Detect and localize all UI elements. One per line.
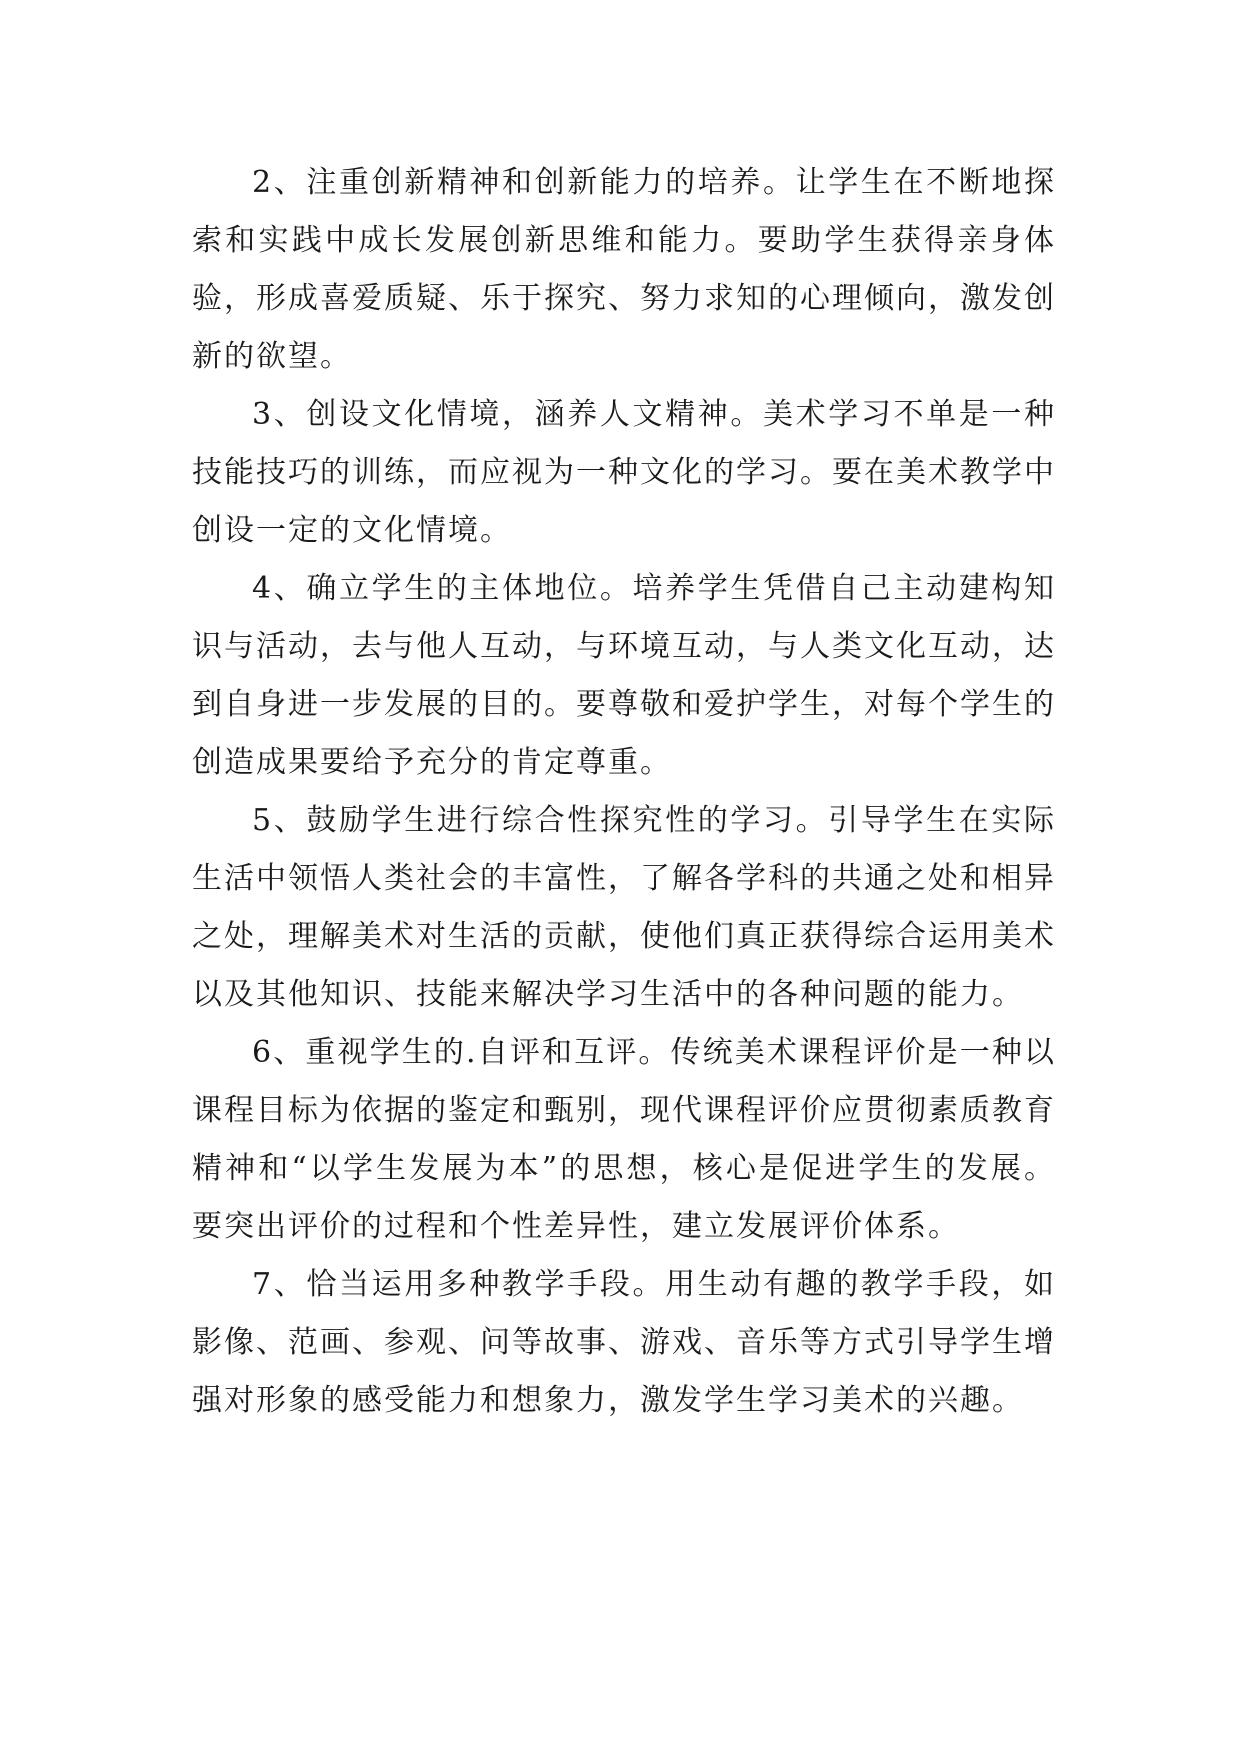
paragraph-item-6: 6、重视学生的.自评和互评。传统美术课程评价是一种以课程目标为依据的鉴定和甄别，现代课程评价应贯彻素质教育精神和“以学生发展为本”的思想，核心是促进学生的发展。要突出评价的过程和个性差异性，建立发展评价体系。 — [192, 1035, 1056, 1244]
paragraph-item-3: 3、创设文化情境，涵养人文精神。美术学习不单是一种技能技巧的训练，而应视为一种文化的学习。要在美术教学中创设一定的文化情境。 — [192, 397, 1056, 548]
paragraph-item-4: 4、确立学生的主体地位。培养学生凭借自己主动建构知识与活动，去与他人互动，与环境互动，与人类文化互动，达到自身进一步发展的目的。要尊敬和爱护学生，对每个学生的创造成果要给予充分的肯定尊重。 — [192, 571, 1056, 780]
document-body — [192, 154, 1056, 1430]
paragraph-item-7: 7、恰当运用多种教学手段。用生动有趣的教学手段，如影像、范画、参观、问等故事、游戏、音乐等方式引导学生增强对形象的感受能力和想象力，激发学生学习美术的兴趣。 — [192, 1267, 1056, 1418]
paragraph-item-2: 2、注重创新精神和创新能力的培养。让学生在不断地探索和实践中成长发展创新思维和能力。要助学生获得亲身体验，形成喜爱质疑、乐于探究、努力求知的心理倾向，激发创新的欲望。 — [192, 165, 1056, 374]
paragraph-item-5: 5、鼓励学生进行综合性探究性的学习。引导学生在实际生活中领悟人类社会的丰富性，了解各学科的共通之处和相异之处，理解美术对生活的贡献，使他们真正获得综合运用美术以及其他知识、技能来解决学习生活中的各种问题的能力。 — [192, 803, 1056, 1012]
